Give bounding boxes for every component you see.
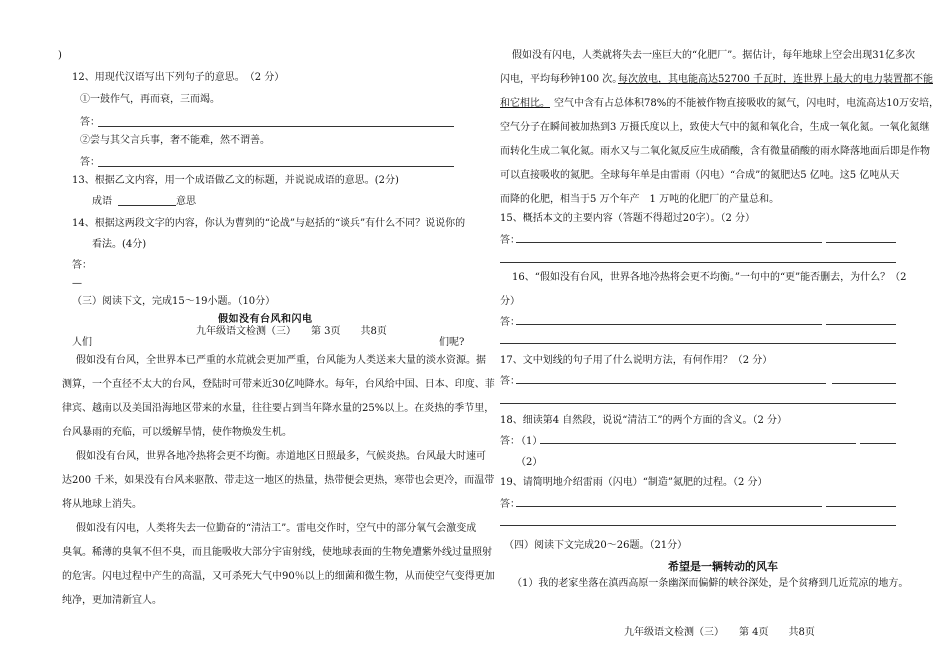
question-12: 12、用现代汉语写出下列句子的意思。 （2 分） bbox=[72, 72, 285, 83]
paragraph-4-line: 空气中含有占总体积78%的不能被作物直接吸收的氮气，闪电时，电流高达10万安培， bbox=[554, 98, 939, 109]
section-4-heading: （四）阅读下文完成20～26题。（21分） bbox=[504, 540, 688, 551]
paragraph-1-line: 律宾、越南以及美国沿海地区带来的水量，往往要占到当年降水量的25%以上。在炎热的季节里， bbox=[62, 403, 495, 414]
paragraph-4-line: 而转化生成二氧化氮。雨水又与二氧化氮反应生成硝酸，含有微量硝酸的雨水降落地面后即是作物 bbox=[500, 146, 930, 157]
idiom-blank[interactable] bbox=[118, 205, 176, 206]
answer-label: 答： bbox=[500, 436, 520, 447]
answer-line[interactable] bbox=[500, 343, 896, 344]
answer-line[interactable] bbox=[500, 525, 896, 526]
question-17: 17、文中划线的句子用了什么说明方法，有何作用？（2 分） bbox=[500, 355, 773, 366]
q13-idiom-label: 成语 bbox=[92, 196, 112, 207]
answer-label: 答： bbox=[80, 157, 100, 168]
answer-label: 答： bbox=[80, 117, 100, 128]
answer-line[interactable] bbox=[500, 403, 896, 404]
q18-item-2: （2） bbox=[516, 457, 543, 468]
answer-line[interactable] bbox=[516, 506, 822, 507]
paragraph-1-line: 假如没有台风，全世界本已严重的水荒就会更加严重，台风能为人类送来大量的淡水资源。据 bbox=[76, 355, 486, 366]
q18-item-1: （1） bbox=[516, 436, 543, 447]
paragraph-3-line: 的危害。闪电过程中产生的高温，又可杀死大气中90％以上的细菌和微生物，从而使空气变得更加 bbox=[62, 571, 495, 582]
answer-line[interactable] bbox=[860, 443, 896, 444]
article-title: 假如没有台风和闪电 bbox=[218, 314, 313, 325]
question-14-line-1: 14、根据这两段文字的内容，你认为曹刿的“论战”与赵括的“谈兵”有什么不同？说说你的 bbox=[72, 218, 466, 229]
article-2-title: 希望是一辆转动的风车 bbox=[668, 560, 778, 573]
paragraph-3-line: 臭氧。稀薄的臭氧不但不臭，而且能吸收大部分宇宙射线，使地球表面的生物免遭紫外线过量照射 bbox=[62, 547, 492, 558]
answer-label: 答： bbox=[72, 260, 92, 271]
answer-line[interactable] bbox=[516, 324, 822, 325]
paragraph-4-line: 假如没有闪电，人类就将失去一座巨大的“化肥厂”。据估计，每年地球上空会出现31亿多次 bbox=[512, 50, 915, 61]
paragraph-2-line: 将从地球上消失。 bbox=[62, 499, 142, 510]
q13-meaning-label: 意思 bbox=[176, 196, 196, 207]
answer-line[interactable] bbox=[826, 324, 896, 325]
paragraph-2-line: 假如没有台风，世界各地冷热将会更不均衡。赤道地区日照最多，气候炎热。台风最大时速可 bbox=[76, 451, 486, 462]
paragraph-5-line: （1）我的老家坐落在滇西高原一条幽深而偏僻的峡谷深处，是个贫瘠到几近荒凉的地方。 bbox=[512, 578, 909, 589]
answer-label: 答： bbox=[500, 235, 520, 246]
answer-line[interactable] bbox=[826, 506, 896, 507]
answer-label: 答： bbox=[500, 376, 520, 387]
q12-sentence-1: ①一鼓作气，再而衰，三而竭。 bbox=[80, 94, 220, 105]
answer-line[interactable] bbox=[540, 443, 856, 444]
paragraph-3-line: 假如没有闪电，人类将失去一位勤奋的“清洁工”。雷电交作时，空气中的部分氧气会激变成 bbox=[76, 523, 477, 534]
dash: — bbox=[72, 278, 82, 289]
question-19: 19、请简明地介绍雷雨（闪电）“制造”氮肥的过程。（2 分） bbox=[500, 477, 768, 488]
paragraph-2-line: 达200 千米，如果没有台风来驱散、带走这一地区的热量，热带便会更热，寒带也会更冷，而温带 bbox=[62, 475, 495, 486]
answer-line[interactable] bbox=[98, 126, 454, 127]
overlay-right-fragment: 们呢? bbox=[439, 337, 465, 348]
question-14-line-2: 看法。(4分) bbox=[92, 239, 147, 250]
paragraph-4-line: 而降的化肥，相当于5 万个年产 1 万吨的化肥厂的产量总和。 bbox=[500, 194, 780, 205]
paragraph-4-line: 闪电，平均每秒钟100 次。 bbox=[500, 74, 623, 85]
paragraph-4-line: 空气分子在瞬间被加热到3 万摄氏度以上，致使大气中的氮和氧化合，生成一氧化氮。一氧化氮继 bbox=[500, 122, 930, 133]
question-16-line-2: 分） bbox=[500, 296, 520, 307]
question-18: 18、细读第4 自然段，说说“清洁工”的两个方面的含义。（2 分） bbox=[500, 415, 788, 426]
underlined-sentence: 每次放电，其电能高达52700 千瓦时，连世界上最大的电力装置都不能 bbox=[618, 74, 933, 85]
overlay-left-fragment: 人们 bbox=[72, 337, 92, 348]
answer-line[interactable] bbox=[516, 242, 822, 243]
answer-line[interactable] bbox=[832, 383, 896, 384]
q12-sentence-2: ②尝与其父言兵事，奢不能难，然不谓善。 bbox=[80, 135, 270, 146]
paragraph-1-line: 台风暴雨的充临，可以缓解旱情，使作物焕发生机。 bbox=[62, 427, 292, 438]
section-3-heading: （三）阅读下文，完成15～19小题。（10分） bbox=[72, 296, 276, 307]
paragraph-3-line: 纯净，更加清新宜人。 bbox=[62, 595, 162, 606]
answer-label: 答： bbox=[500, 499, 520, 510]
answer-line[interactable] bbox=[516, 383, 826, 384]
question-16-line-1: 16、“假如没有台风，世界各地冷热将会更不均衡。”一句中的“更”能否删去，为什么？（2 bbox=[512, 272, 907, 283]
stray-paren: ) bbox=[58, 50, 62, 61]
paragraph-1-line: 测算，一个直径不太大的台风，登陆时可带来近30亿吨降水。每年，台风给中国、日本、印度、菲 bbox=[62, 379, 495, 390]
question-13: 13、根据乙文内容，用一个成语做乙文的标题，并说说成语的意思。(2分) bbox=[72, 175, 399, 186]
answer-label: 答： bbox=[500, 317, 520, 328]
question-15: 15、概括本文的主要内容（答题不得超过20字）。（2 分） bbox=[500, 213, 755, 224]
answer-line[interactable] bbox=[98, 166, 454, 167]
paragraph-4-line: 可以直接吸收的氮肥。全球每年单是由雷雨（闪电）“合成”的氮肥达5 亿吨。这5 亿吨从天 bbox=[500, 170, 900, 181]
underlined-sentence: 和它相比。 bbox=[500, 98, 550, 109]
overlay-header: 九年级语文检测（三） 第 3页 共8页 bbox=[196, 326, 387, 337]
page-footer: 九年级语文检测（三） 第 4页 共8页 bbox=[624, 627, 815, 638]
answer-line[interactable] bbox=[826, 242, 896, 243]
answer-line[interactable] bbox=[500, 262, 896, 263]
